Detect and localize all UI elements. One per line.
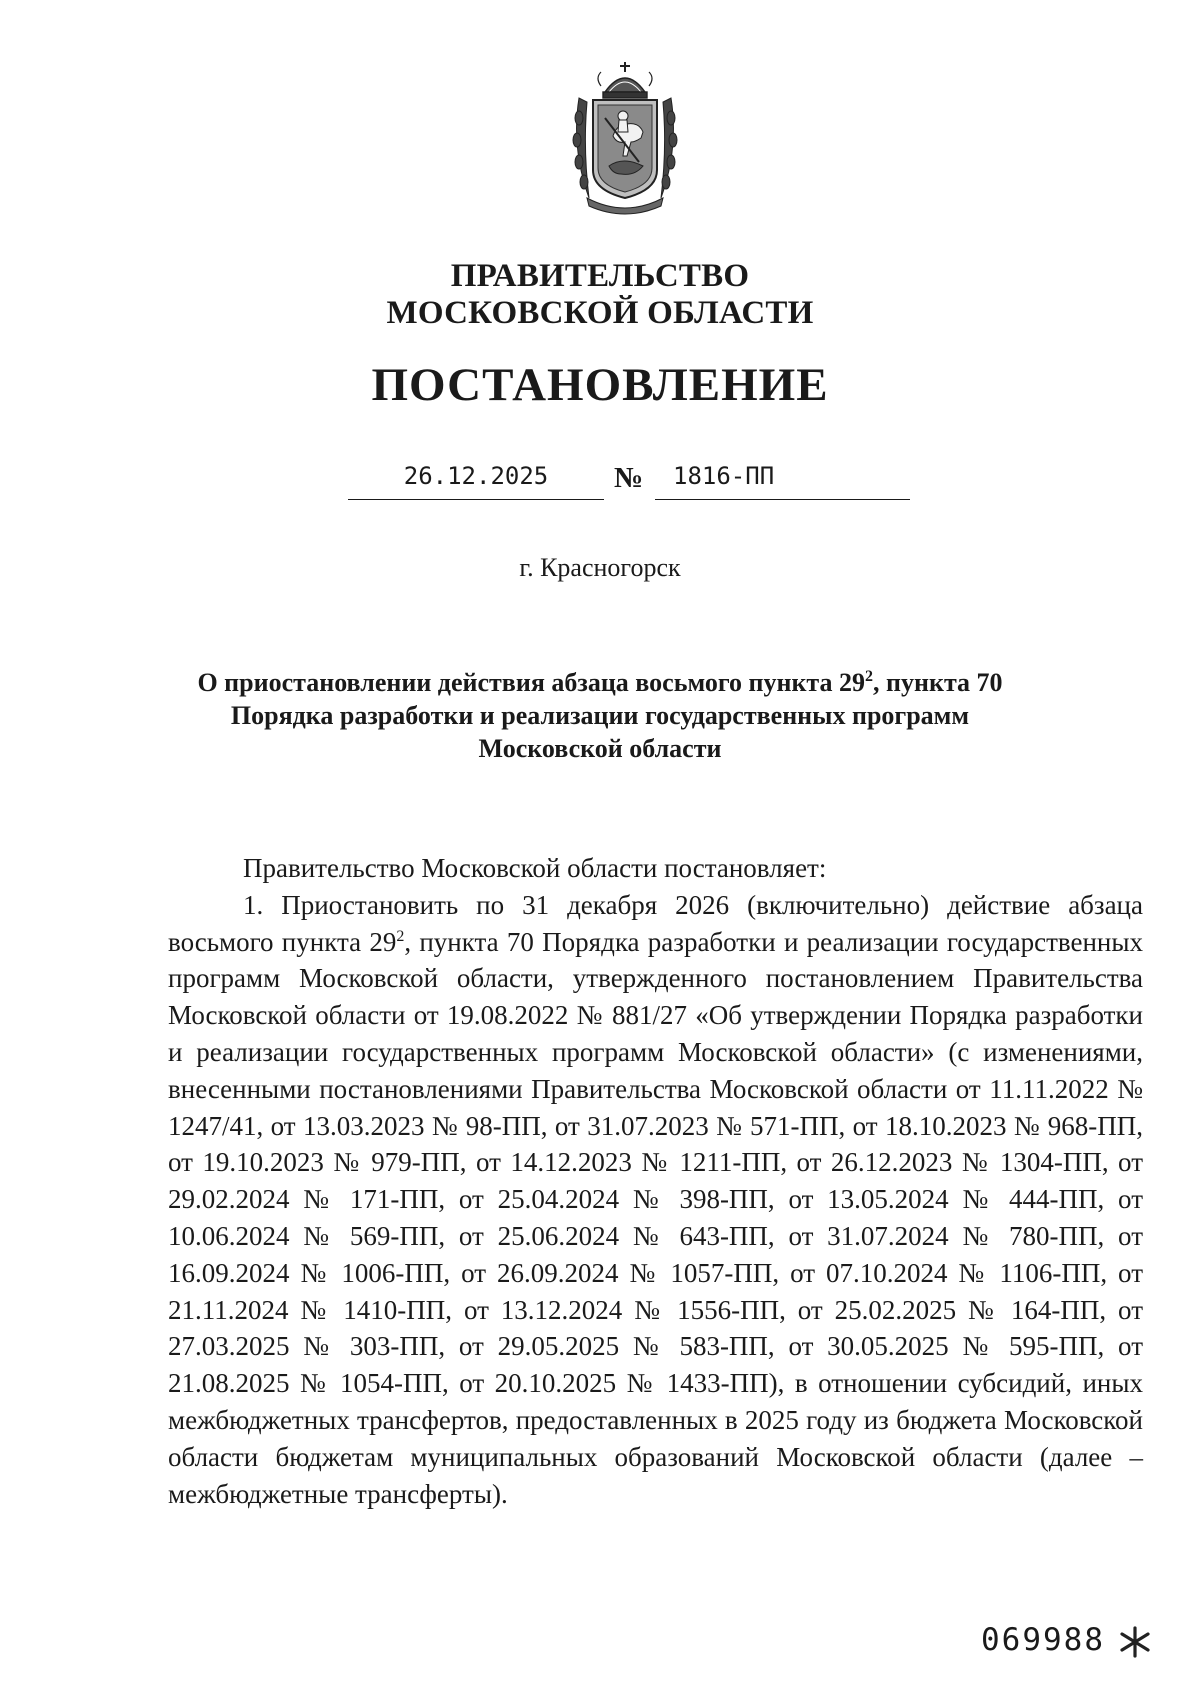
preamble: Правительство Московской области постановляет: <box>243 853 827 883</box>
serial-number: 069988 <box>981 1622 1105 1658</box>
title-line-3: Московской области <box>478 734 722 763</box>
city-of-issue: г. Красногорск <box>519 553 681 582</box>
paragraph-1: 1. Приостановить по 31 декабря 2026 (включительно) действие абзаца восьмого пункта $29^2$, пункта 70 Порядка разработки и реализации государственных программ Московской области, утвержденного постановлением Правительства Московской области от 19.08.2022 № 881/27 «Об утверждении Порядка разработки и реализации государственных программ Московской области» (с изменениями, внесенными постановлениями Правительства Московской области от 11.11.2022 № 1247/41, от 13.03.2023 № 98-ПП, от 31.07.2023 № 571-ПП, от 18.10.2023 № 968-ПП, от 19.10.2023 № 979-ПП, от 14.12.2023 № 1211-ПП, от 26.12.2023 № 1304-ПП, от 29.02.2024 № 171-ПП, от 25.04.2024 № 398-ПП, от 13.05.2024 № 444-ПП, от 10.06.2024 № 569-ПП, от 25.06.2024 № 643-ПП, от 31.07.2024 № 780-ПП, от 16.09.2024 № 1006-ПП, от 26.09.2024 № 1057-ПП, от 07.10.2024 № 1106-ПП, от 21.11.2024 № 1410-ПП, от 13.12.2024 № 1556-ПП, от 25.02.2025 № 164-ПП, от 27.03.2025 № 303-ПП, от 29.05.2025 № 583-ПП, от 30.05.2025 № 595-ПП, от 21.08.2025 № 1054-ПП, от 20.10.2025 № 1433-ПП), в отношении субсидий, иных межбюджетных трансфертов, предоставленных в 2025 году из бюджета Московской области бюджетам муниципальных образований Московской области (далее – межбюджетные трансферты). <box>168 889 1144 1509</box>
document-number: 1816-ПП <box>673 462 775 490</box>
title-line-2: Порядка разработки и реализации государственных программ <box>230 701 970 730</box>
number-sign: № <box>614 462 644 494</box>
asterisk-icon <box>1117 1624 1153 1660</box>
organization-name-line1: ПРАВИТЕЛЬСТВО <box>450 258 750 294</box>
document-title <box>150 660 1050 765</box>
organization-name-line2: МОСКОВСКОЙ ОБЛАСТИ <box>386 295 814 331</box>
document-body <box>168 850 1143 1512</box>
document-type-title: ПОСТАНОВЛЕНИЕ <box>371 359 829 411</box>
coat-of-arms-icon <box>565 58 685 216</box>
document-number-field <box>655 459 910 500</box>
document-date: 26.12.2025 <box>348 459 604 500</box>
title-line-1: О приостановлении действия абзаца восьмого пункта $29^2$, пункта 70 <box>197 668 1003 697</box>
